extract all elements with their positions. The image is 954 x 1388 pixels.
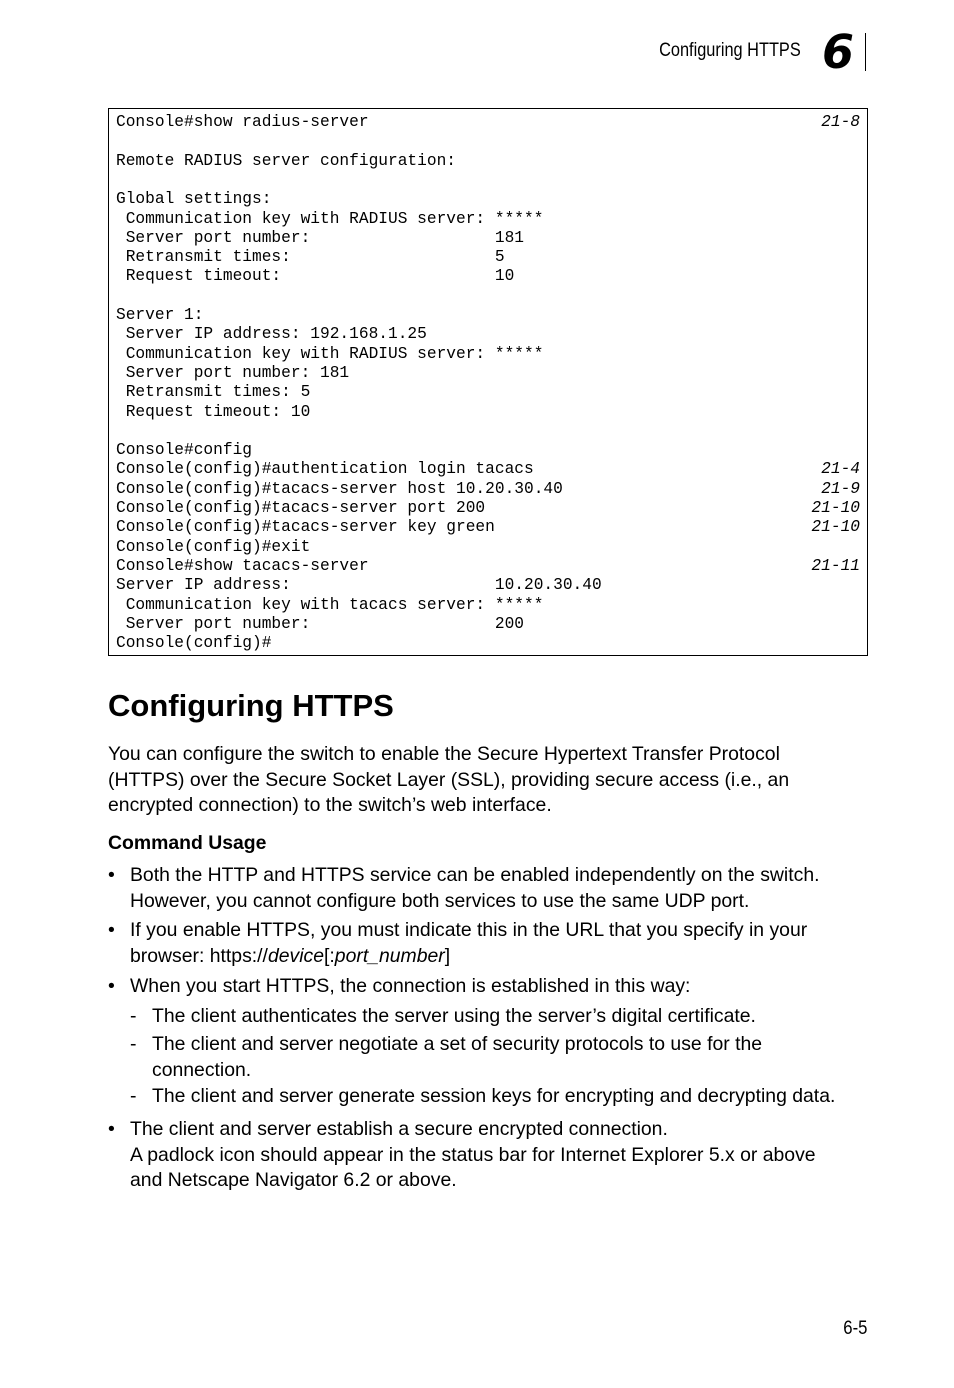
console-page-reference: 21-10 [811, 518, 860, 537]
console-line: Request timeout: 10 [116, 267, 515, 286]
console-line: Console(config)#tacacs-server port 200 [116, 499, 486, 517]
console-line: Communication key with tacacs server: ***** [116, 595, 544, 614]
console-page-reference: 21-4 [821, 460, 860, 479]
console-line: Console#config [116, 441, 252, 460]
command-usage-heading: Command Usage [108, 832, 267, 854]
console-line: Console(config)#exit [116, 537, 311, 556]
bullet-line: However, you cannot configure both services to use the same UDP port. [130, 889, 750, 912]
console-page-reference: 21-11 [811, 556, 860, 575]
bullet-line: Both the HTTP and HTTPS service can be enabled independently on the switch. [130, 864, 820, 886]
console-page-reference: 21-8 [821, 113, 860, 131]
dash-line: connection. [152, 1058, 252, 1081]
bullet-line: and Netscape Navigator 6.2 or above. [130, 1169, 457, 1191]
url-bracket-open: [: [324, 944, 335, 967]
console-line: Console(config)#tacacs-server key green [116, 518, 495, 537]
running-header: Configuring HTTPS [659, 40, 801, 61]
bullet-line: A padlock icon should appear in the status bar for Internet Explorer 5.x or above [130, 1143, 816, 1166]
bullet-mark: • [108, 919, 115, 941]
dash-line: The client and server negotiate a set of security protocols to use for the [152, 1033, 763, 1055]
header-rule [865, 33, 866, 71]
console-line: Console(config)# [116, 634, 272, 653]
chapter-number: 6 [822, 25, 855, 79]
console-line: Console(config)#authentication login tacacs [116, 460, 534, 479]
bullet-line: When you start HTTPS, the connection is established in this way: [130, 975, 691, 997]
dash-mark: - [130, 1033, 137, 1055]
bullet-mark: • [108, 975, 115, 997]
console-page-reference: 21-9 [821, 479, 860, 498]
console-line: Server IP address: 10.20.30.40 [116, 576, 602, 595]
intro-paragraph [108, 742, 868, 819]
section-heading: Configuring HTTPS [108, 688, 394, 723]
console-line: Global settings: [116, 190, 272, 209]
intro-line: encrypted connection) to the switch’s web interface. [108, 794, 552, 816]
console-line: Console#show tacacs-server [116, 556, 369, 575]
dash-mark: - [130, 1005, 137, 1027]
console-line: Server port number: 181 [116, 228, 524, 247]
intro-line: (HTTPS) over the Secure Socket Layer (SSL), providing secure access (i.e., an [108, 768, 790, 791]
console-line: Communication key with RADIUS server: ***** [116, 209, 544, 228]
console-line: Console(config)#tacacs-server host 10.20.30.40 [116, 479, 563, 498]
console-line: Remote RADIUS server configuration: [116, 151, 456, 170]
console-line: Communication key with RADIUS server: ***** [116, 344, 544, 363]
url-device-placeholder: device [267, 944, 325, 967]
console-line: Retransmit times: 5 [116, 383, 311, 402]
bullet-line: The client and server establish a secure encrypted connection. [130, 1118, 668, 1140]
bullet-mark: • [108, 1118, 115, 1140]
console-page-reference: 21-10 [811, 499, 860, 517]
bullet-line-url [130, 944, 878, 970]
console-line: Server IP address: 192.168.1.25 [116, 325, 427, 344]
console-line: Server 1: [116, 306, 204, 324]
dash-line: The client authenticates the server using the server’s digital certificate. [152, 1005, 756, 1027]
console-line: Request timeout: 10 [116, 402, 311, 421]
console-line: Retransmit times: 5 [116, 248, 505, 267]
console-line: Console#show radius-server [116, 113, 369, 131]
intro-line: You can configure the switch to enable the Secure Hypertext Transfer Protocol [108, 743, 780, 765]
url-prefix: browser: https:// [130, 944, 268, 967]
url-port-placeholder: port_number [334, 944, 445, 967]
bullet-line: If you enable HTTPS, you must indicate this in the URL that you specify in your [130, 919, 808, 941]
console-example-box [108, 108, 868, 656]
console-line: Server port number: 200 [116, 614, 524, 633]
dash-line: The client and server generate session keys for encrypting and decrypting data. [152, 1085, 836, 1107]
page-number: 6-5 [842, 1318, 867, 1339]
console-line: Server port number: 181 [116, 363, 350, 382]
bullet-mark: • [108, 864, 115, 886]
url-bracket-close: ] [444, 944, 451, 967]
dash-mark: - [130, 1085, 137, 1107]
